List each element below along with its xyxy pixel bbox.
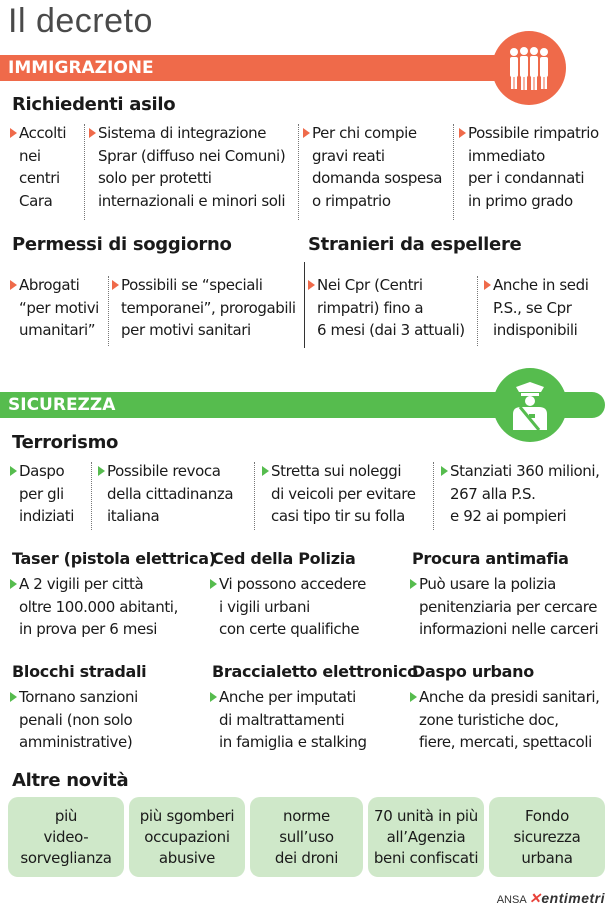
item-text: Anche in sedi P.S., se Cpr indisponibili [493,276,589,339]
altre-heading: Altre novità [12,770,129,791]
list-item [303,122,453,212]
divider [477,276,479,346]
list-item [10,274,110,342]
credit [497,890,605,907]
page-title: Il decreto [8,2,153,40]
chip [129,797,245,877]
divider [453,124,455,220]
chip-text: norme sull’uso dei droni [274,806,339,867]
divider [298,124,300,220]
item-text: Anche per imputati di maltrattamenti in famiglia e stalking [219,688,367,751]
item-text: Abrogati “per motivi umanitari” [19,276,99,339]
list-item [210,573,406,641]
list-item [210,686,406,754]
list-item [410,573,610,641]
item-text: Tornano sanzioni penali (non solo amministrative) [19,688,138,751]
list-item [459,122,609,212]
list-item [10,686,206,754]
item-text: Nei Cpr (Centri rimpatri) fino a 6 mesi (dai 3 attuali) [317,276,465,339]
list-item [441,460,611,528]
item-text: Vi possono accedere i vigili urbani con certe qualifiche [219,575,366,638]
list-item [10,573,206,641]
block-heading: Braccialetto elettronico [212,662,418,681]
item-text: Accolti nei centri Cara [19,124,67,210]
terrorismo-heading: Terrorismo [12,432,119,453]
list-item [98,460,258,528]
brand-mark: ✕ [529,890,542,906]
chip [8,797,124,877]
divider [91,462,93,530]
item-text: Sistema di integrazione Sprar (diffuso nei Comuni) solo per protetti internazionali e minori soli [98,124,286,210]
item-text: Per chi compie gravi reati domanda sospesa o rimpatrio [312,124,443,210]
list-item [10,122,82,212]
chip-text: 70 unità in più all’Agenzia beni confiscati [373,806,479,867]
immigrazione-band [0,55,560,81]
police-officer-icon [493,368,567,442]
separator-line [304,262,305,348]
chip [489,797,605,877]
ansa-credit: ANSA [496,894,527,906]
chip [250,797,363,877]
list-item [484,274,609,342]
block-heading: Daspo urbano [412,662,534,681]
brand-name: entimetri [541,890,605,906]
chip-text: più video- sorveglianza [20,806,112,867]
item-text: A 2 vigili per città oltre 100.000 abitanti, in prova per 6 mesi [19,575,178,638]
richiedenti-heading: Richiedenti asilo [12,94,176,115]
list-item [262,460,432,528]
item-text: Anche da presidi sanitari, zone turistiche doc, fiere, mercati, spettacoli [419,688,600,751]
item-text: Stanziati 360 milioni, 267 alla P.S. e 92 ai pompieri [450,462,600,525]
chip-text: Fondo sicurezza urbana [513,806,581,867]
block-heading: Taser (pistola elettrica) [12,549,216,568]
item-text: Possibile revoca della cittadinanza italiana [107,462,234,525]
divider [108,276,110,346]
immigrazione-label: IMMIGRAZIONE [8,58,154,78]
block-heading: Blocchi stradali [12,662,147,681]
item-text: Possibile rimpatrio immediato per i condannati in primo grado [468,124,599,210]
list-item [308,274,478,342]
list-item [410,686,610,754]
list-item [10,460,90,528]
block-heading: Ced della Polizia [212,549,356,568]
stranieri-heading: Stranieri da espellere [308,234,522,255]
chip-text: più sgomberi occupazioni abusive [139,806,235,867]
divider [254,462,256,530]
chip [368,797,484,877]
people-group-icon [492,31,566,105]
item-text: Stretta sui noleggi di veicoli per evitare casi tipo tir su folla [271,462,416,525]
item-text: Daspo per gli indiziati [19,462,75,525]
list-item [112,274,307,342]
block-heading: Procura antimafia [412,549,569,568]
permessi-heading: Permessi di soggiorno [12,234,232,255]
list-item [89,122,299,212]
divider [84,124,86,220]
divider [433,462,435,530]
sicurezza-label: SICUREZZA [8,395,116,415]
item-text: Possibili se “speciali temporanei”, prorogabili per motivi sanitari [121,276,296,339]
item-text: Può usare la polizia penitenziaria per cercare informazioni nelle carceri [419,575,599,638]
